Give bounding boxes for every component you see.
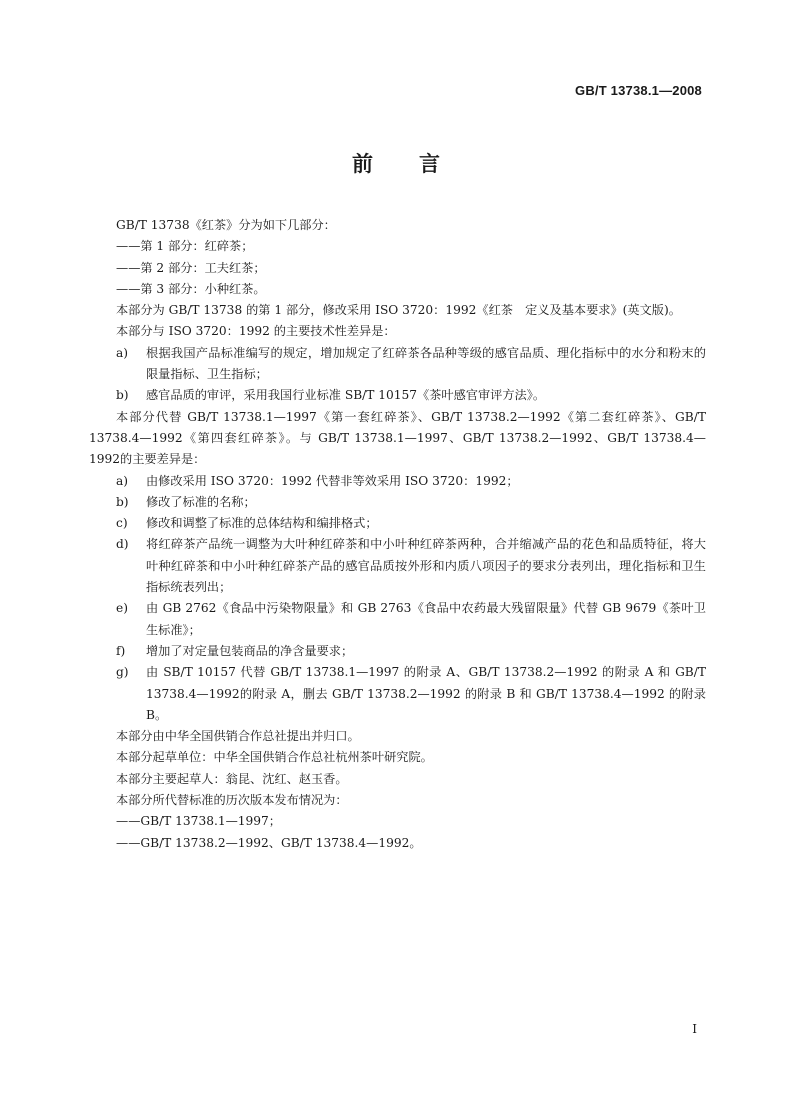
list-item <box>89 662 706 726</box>
list-marker: g) <box>116 665 129 680</box>
title-char-1: 前 <box>352 152 373 176</box>
list-marker: c) <box>116 516 128 531</box>
list-marker: b) <box>116 388 129 403</box>
page-number: I <box>692 1022 697 1036</box>
list-marker: d) <box>116 537 129 552</box>
part-item: ——第 3 部分：小种红茶。 <box>116 281 266 296</box>
paragraph-adoption: 本部分为 GB/T 13738 的第 1 部分，修改采用 ISO 3720：1992《红茶 定义及基本要求》(英文版)。 <box>116 303 681 318</box>
list-text: 修改和调整了标准的总体结构和编排格式； <box>146 516 378 531</box>
list-marker: a) <box>116 473 129 488</box>
part-item: ——第 1 部分：红碎茶； <box>116 239 254 254</box>
list-item <box>89 534 706 598</box>
list-text: 将红碎茶产品统一调整为大叶种红碎茶和中小叶种红碎茶两种，合并缩减产品的花色和品质特征，将大叶种红碎茶和中小叶种红碎茶产品的感官品质按外形和内质八项因子的要求分表列出，理化指标和卫生指标统表列出； <box>146 537 706 595</box>
list-item <box>89 641 706 662</box>
list-text: 由修改采用 ISO 3720：1992 代替非等效采用 ISO 3720：1992； <box>146 473 519 488</box>
list-marker: a) <box>116 345 129 360</box>
list-item <box>89 513 706 534</box>
list-text: 根据我国产品标准编写的规定，增加规定了红碎茶各品种等级的感官品质、理化指标中的水分和粉末的限量指标、卫生指标； <box>146 345 706 382</box>
list-text: 修改了标准的名称； <box>146 494 256 509</box>
list-text: 增加了对定量包装商品的净含量要求； <box>146 643 354 658</box>
list-item <box>89 471 706 492</box>
list-marker: f) <box>116 643 126 658</box>
history-item: ——GB/T 13738.2—1992、GB/T 13738.4—1992。 <box>116 835 422 850</box>
standard-code-header: GB/T 13738.1—2008 <box>575 83 702 98</box>
paragraph-replacement: 本部分代替 GB/T 13738.1—1997《第一套红碎茶》、GB/T 13738.2—1992《第二套红碎茶》、GB/T 13738.4—1992《第四套红碎茶》。与 GB/T 13738.1—1997、GB/T 13738.2—1992、GB/T 13738.4—1992的主要差异是： <box>89 409 706 467</box>
list-text: 感官品质的审评，采用我国行业标准 SB/T 10157《茶叶感官审评方法》。 <box>146 388 546 403</box>
page-title <box>0 148 792 178</box>
list-item <box>89 343 706 386</box>
paragraph-differences-intro: 本部分与 ISO 3720：1992 的主要技术性差异是： <box>116 324 396 339</box>
title-char-2: 言 <box>419 152 440 176</box>
paragraph-proposer: 本部分由中华全国供销合作总社提出并归口。 <box>116 729 360 744</box>
list-text: 由 SB/T 10157 代替 GB/T 13738.1—1997 的附录 A、GB/T 13738.2—1992 的附录 A 和 GB/T 13738.4—1992的附录 A，删去 GB/T 13738.2—1992 的附录 B 和 GB/T 13738.4—1992 的附录 B。 <box>146 665 706 722</box>
foreword-body <box>89 215 706 854</box>
list-text: 由 GB 2762《食品中污染物限量》和 GB 2763《食品中农药最大残留限量》代替 GB 9679《茶叶卫生标准》； <box>146 601 706 637</box>
paragraph-parts-intro: GB/T 13738《红茶》分为如下几部分： <box>116 218 336 232</box>
paragraph-drafting-unit: 本部分起草单位：中华全国供销合作总社杭州茶叶研究院。 <box>116 750 433 765</box>
part-item: ——第 2 部分：工夫红茶； <box>116 260 266 275</box>
paragraph-drafters: 本部分主要起草人：翁昆、沈红、赵玉香。 <box>116 771 348 786</box>
history-item: ——GB/T 13738.1—1997； <box>116 814 281 829</box>
list-item <box>89 385 706 406</box>
list-marker: e) <box>116 601 128 616</box>
list-marker: b) <box>116 494 129 509</box>
list-item <box>89 598 706 641</box>
list-item <box>89 492 706 513</box>
paragraph-history-intro: 本部分所代替标准的历次版本发布情况为： <box>116 793 348 808</box>
